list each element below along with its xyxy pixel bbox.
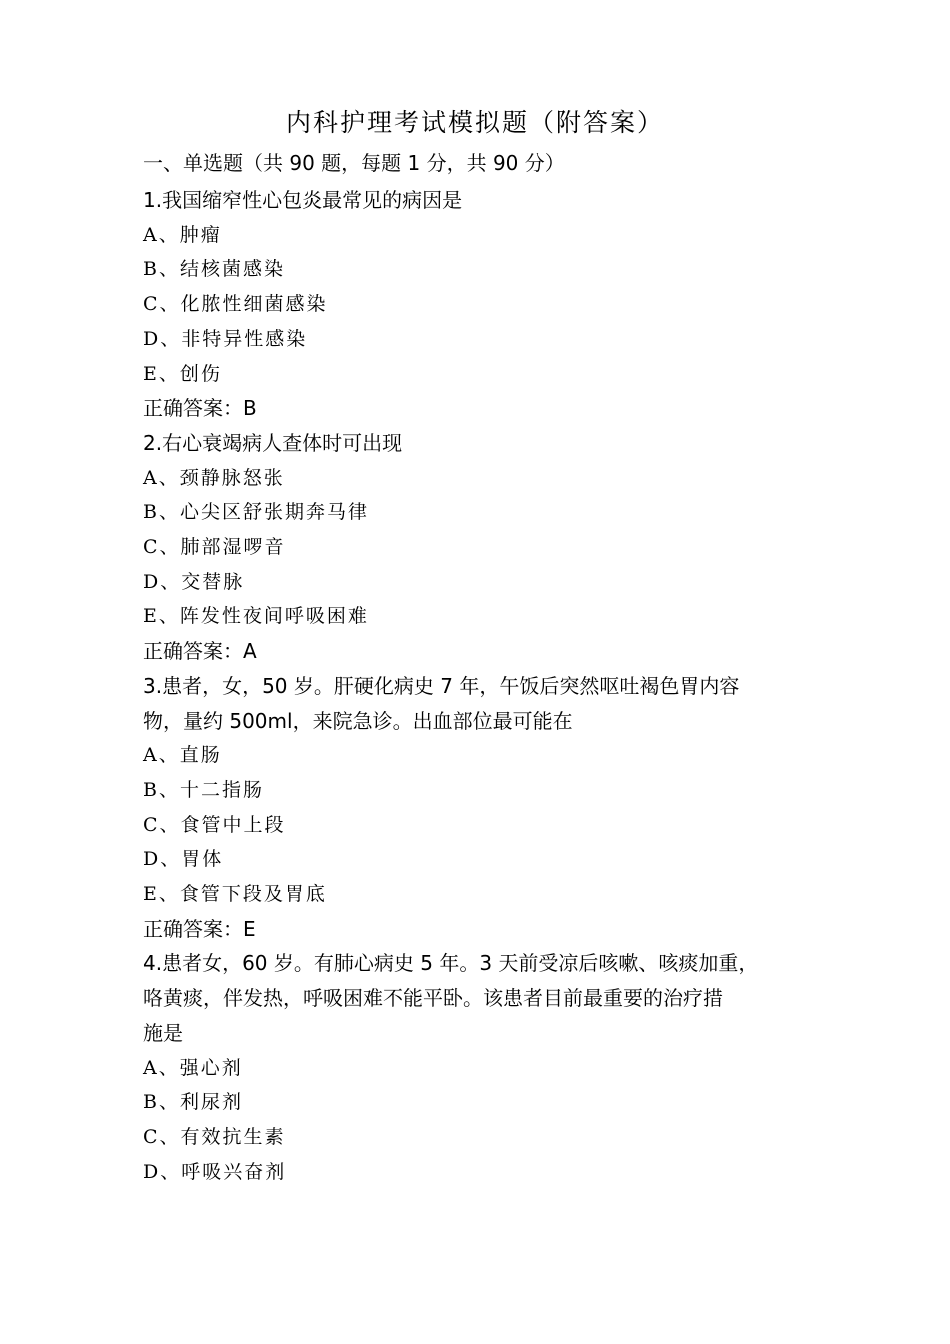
option-d: D、交替脉 [143, 570, 245, 593]
question-4 [143, 946, 815, 1189]
document-title: 内科护理考试模拟题（附答案） [285, 108, 664, 137]
correct-answer: 正确答案：B [143, 396, 257, 421]
question-stem: 3.患者，女，50 岁。肝硬化病史 7 年，午饭后突然呕吐褐色胃内容 [143, 673, 740, 698]
option-d: D、胃体 [143, 848, 224, 871]
option-b: B、心尖区舒张期奔马律 [143, 501, 369, 524]
question-stem: 4.患者女，60 岁。有肺心病史 5 年。3 天前受凉后咳嗽、咳痰加重， [143, 951, 759, 976]
option-c: C、化脓性细菌感染 [143, 293, 328, 316]
correct-answer: 正确答案：A [143, 639, 257, 664]
option-b: B、结核菌感染 [143, 258, 285, 281]
question-stem-continued: 咯黄痰，伴发热，呼吸困难不能平卧。该患者目前最重要的治疗措 [143, 986, 723, 1011]
option-a: A、直肠 [143, 744, 222, 767]
option-d: D、非特异性感染 [143, 327, 308, 350]
question-stem: 1.我国缩窄性心包炎最常见的病因是 [143, 188, 463, 212]
section-heading: 一、单选题（共 90 题，每题 1 分，共 90 分） [143, 151, 565, 175]
correct-answer: 正确答案：E [143, 916, 256, 941]
question-3 [143, 669, 815, 947]
question-1 [143, 183, 815, 426]
option-a: A、肿瘤 [143, 223, 222, 246]
option-d: D、呼吸兴奋剂 [143, 1160, 287, 1183]
option-a: A、颈静脉怒张 [143, 466, 285, 489]
question-2 [143, 426, 815, 669]
question-stem-continued: 物，量约 500ml，来院急诊。出血部位最可能在 [143, 708, 573, 733]
option-c: C、肺部湿啰音 [143, 536, 286, 559]
option-b: B、十二指肠 [143, 778, 264, 801]
option-e: E、创伤 [143, 362, 222, 385]
question-stem: 2.右心衰竭病人查体时可出现 [143, 430, 403, 455]
option-c: C、有效抗生素 [143, 1125, 286, 1148]
option-e: E、阵发性夜间呼吸困难 [143, 605, 369, 628]
question-stem-continued: 施是 [143, 1020, 183, 1045]
option-e: E、食管下段及胃底 [143, 883, 327, 906]
option-b: B、利尿剂 [143, 1091, 243, 1114]
option-a: A、强心剂 [143, 1056, 243, 1079]
option-c: C、食管中上段 [143, 813, 286, 836]
